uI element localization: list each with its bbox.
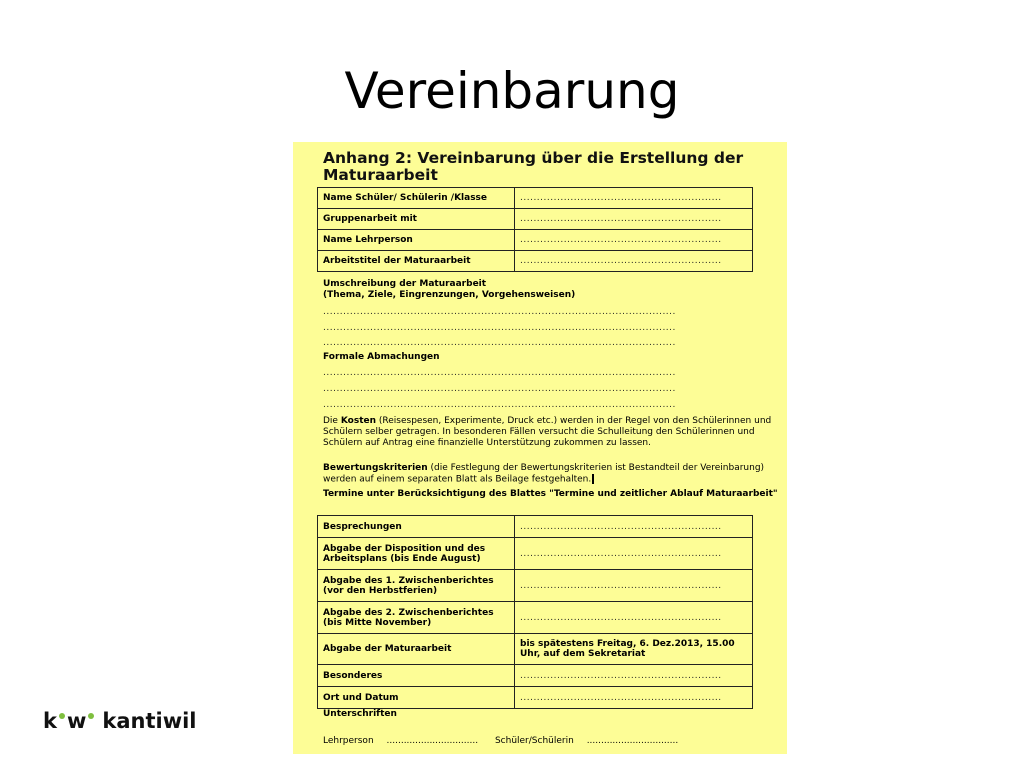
header-table: [317, 187, 753, 272]
text-cursor: [592, 474, 594, 484]
row-label: Ort und Datum: [318, 687, 515, 709]
row-value: ............................................................: [515, 570, 753, 602]
table-row: [318, 516, 753, 538]
row-value: ............................................................: [515, 665, 753, 687]
logo-dot: [88, 713, 94, 719]
row-label: Gruppenarbeit mit: [318, 209, 515, 230]
row-label: Besprechungen: [318, 516, 515, 538]
dates-table: [317, 515, 753, 709]
row-label: Name Lehrperson: [318, 230, 515, 251]
row-value: ............................................................: [515, 538, 753, 570]
logo-dot: [59, 713, 65, 719]
teacher-signature-dots: ................................: [386, 736, 479, 746]
table-row: [318, 634, 753, 665]
table-row: [318, 602, 753, 634]
row-label: Name Schüler/ Schülerin /Klasse: [318, 188, 515, 209]
row-value: ............................................................: [515, 687, 753, 709]
table-row: [318, 538, 753, 570]
row-value: ............................................................: [515, 602, 753, 634]
row-label: Abgabe der Disposition und des Arbeitsplans (bis Ende August): [318, 538, 515, 570]
description-line: .........................................................................................................: [323, 323, 676, 333]
criteria-paragraph: [323, 463, 778, 486]
signatures-label: Unterschriften: [323, 709, 397, 719]
signature-line: [323, 736, 678, 746]
description-label-line: (Thema, Ziele, Eingrenzungen, Vorgehensweisen): [323, 290, 576, 300]
formal-line: .........................................................................................................: [323, 368, 676, 378]
description-label-line: Umschreibung der Maturaarbeit: [323, 279, 487, 289]
table-row: [318, 230, 753, 251]
row-value: ............................................................: [515, 209, 753, 230]
criteria-keyword: Bewertungskriterien: [323, 463, 428, 473]
description-line: .........................................................................................................: [323, 338, 676, 348]
table-row: [318, 188, 753, 209]
row-value: ............................................................: [515, 251, 753, 272]
logo-name: kantiwil: [102, 709, 197, 733]
row-label: Abgabe des 1. Zwischenberichtes (vor den Herbstferien): [318, 570, 515, 602]
costs-paragraph: [323, 416, 778, 449]
logo-k: k: [43, 709, 57, 733]
criteria-text: (die Festlegung der Bewertungskriterien ist Bestandteil der Vereinbarung) werden auf einem separaten Blatt als Beilage festgehalten.: [323, 463, 765, 485]
row-label: Abgabe der Maturaarbeit: [318, 634, 515, 665]
row-value: ............................................................: [515, 516, 753, 538]
student-label: Schüler/Schülerin: [494, 736, 574, 746]
agreement-document: [293, 142, 787, 754]
row-value: ............................................................: [515, 230, 753, 251]
costs-prefix: Die: [323, 416, 341, 426]
row-label: Arbeitstitel der Maturaarbeit: [318, 251, 515, 272]
description-label: [323, 279, 778, 301]
row-label: Abgabe des 2. Zwischenberichtes (bis Mitte November): [318, 602, 515, 634]
row-value: bis spätestens Freitag, 6. Dez.2013, 15.00 Uhr, auf dem Sekretariat: [515, 634, 753, 665]
costs-keyword: Kosten: [340, 416, 377, 426]
kantiwil-logo: [43, 709, 197, 733]
row-label: Besonderes: [318, 665, 515, 687]
formal-line: .........................................................................................................: [323, 400, 676, 410]
table-row: [318, 665, 753, 687]
table-row: [318, 251, 753, 272]
formal-label: Formale Abmachungen: [323, 352, 440, 362]
row-value: ............................................................: [515, 188, 753, 209]
table-row: [318, 209, 753, 230]
document-heading: Anhang 2: Vereinbarung über die Erstellung der Maturaarbeit: [323, 149, 744, 184]
teacher-label: Lehrperson: [323, 736, 374, 746]
costs-text: (Reisespesen, Experimente, Druck etc.) werden in der Regel von den Schülerinnen und Schülern selber getragen. In besonderen Fällen versucht die Schulleitung den Schülerinnen und Schülern auf Antrag eine finanzielle Unterstützung zukommen zu lassen.: [323, 416, 772, 448]
table-row: [318, 687, 753, 709]
student-signature-dots: ................................: [586, 736, 679, 746]
dates-heading: Termine unter Berücksichtigung des Blattes "Termine und zeitlicher Ablauf Maturaarbeit": [323, 489, 778, 499]
slide-title: Vereinbarung: [344, 62, 680, 120]
formal-line: .........................................................................................................: [323, 384, 676, 394]
logo-w: w: [66, 709, 87, 733]
description-line: .........................................................................................................: [323, 307, 676, 317]
table-row: [318, 570, 753, 602]
